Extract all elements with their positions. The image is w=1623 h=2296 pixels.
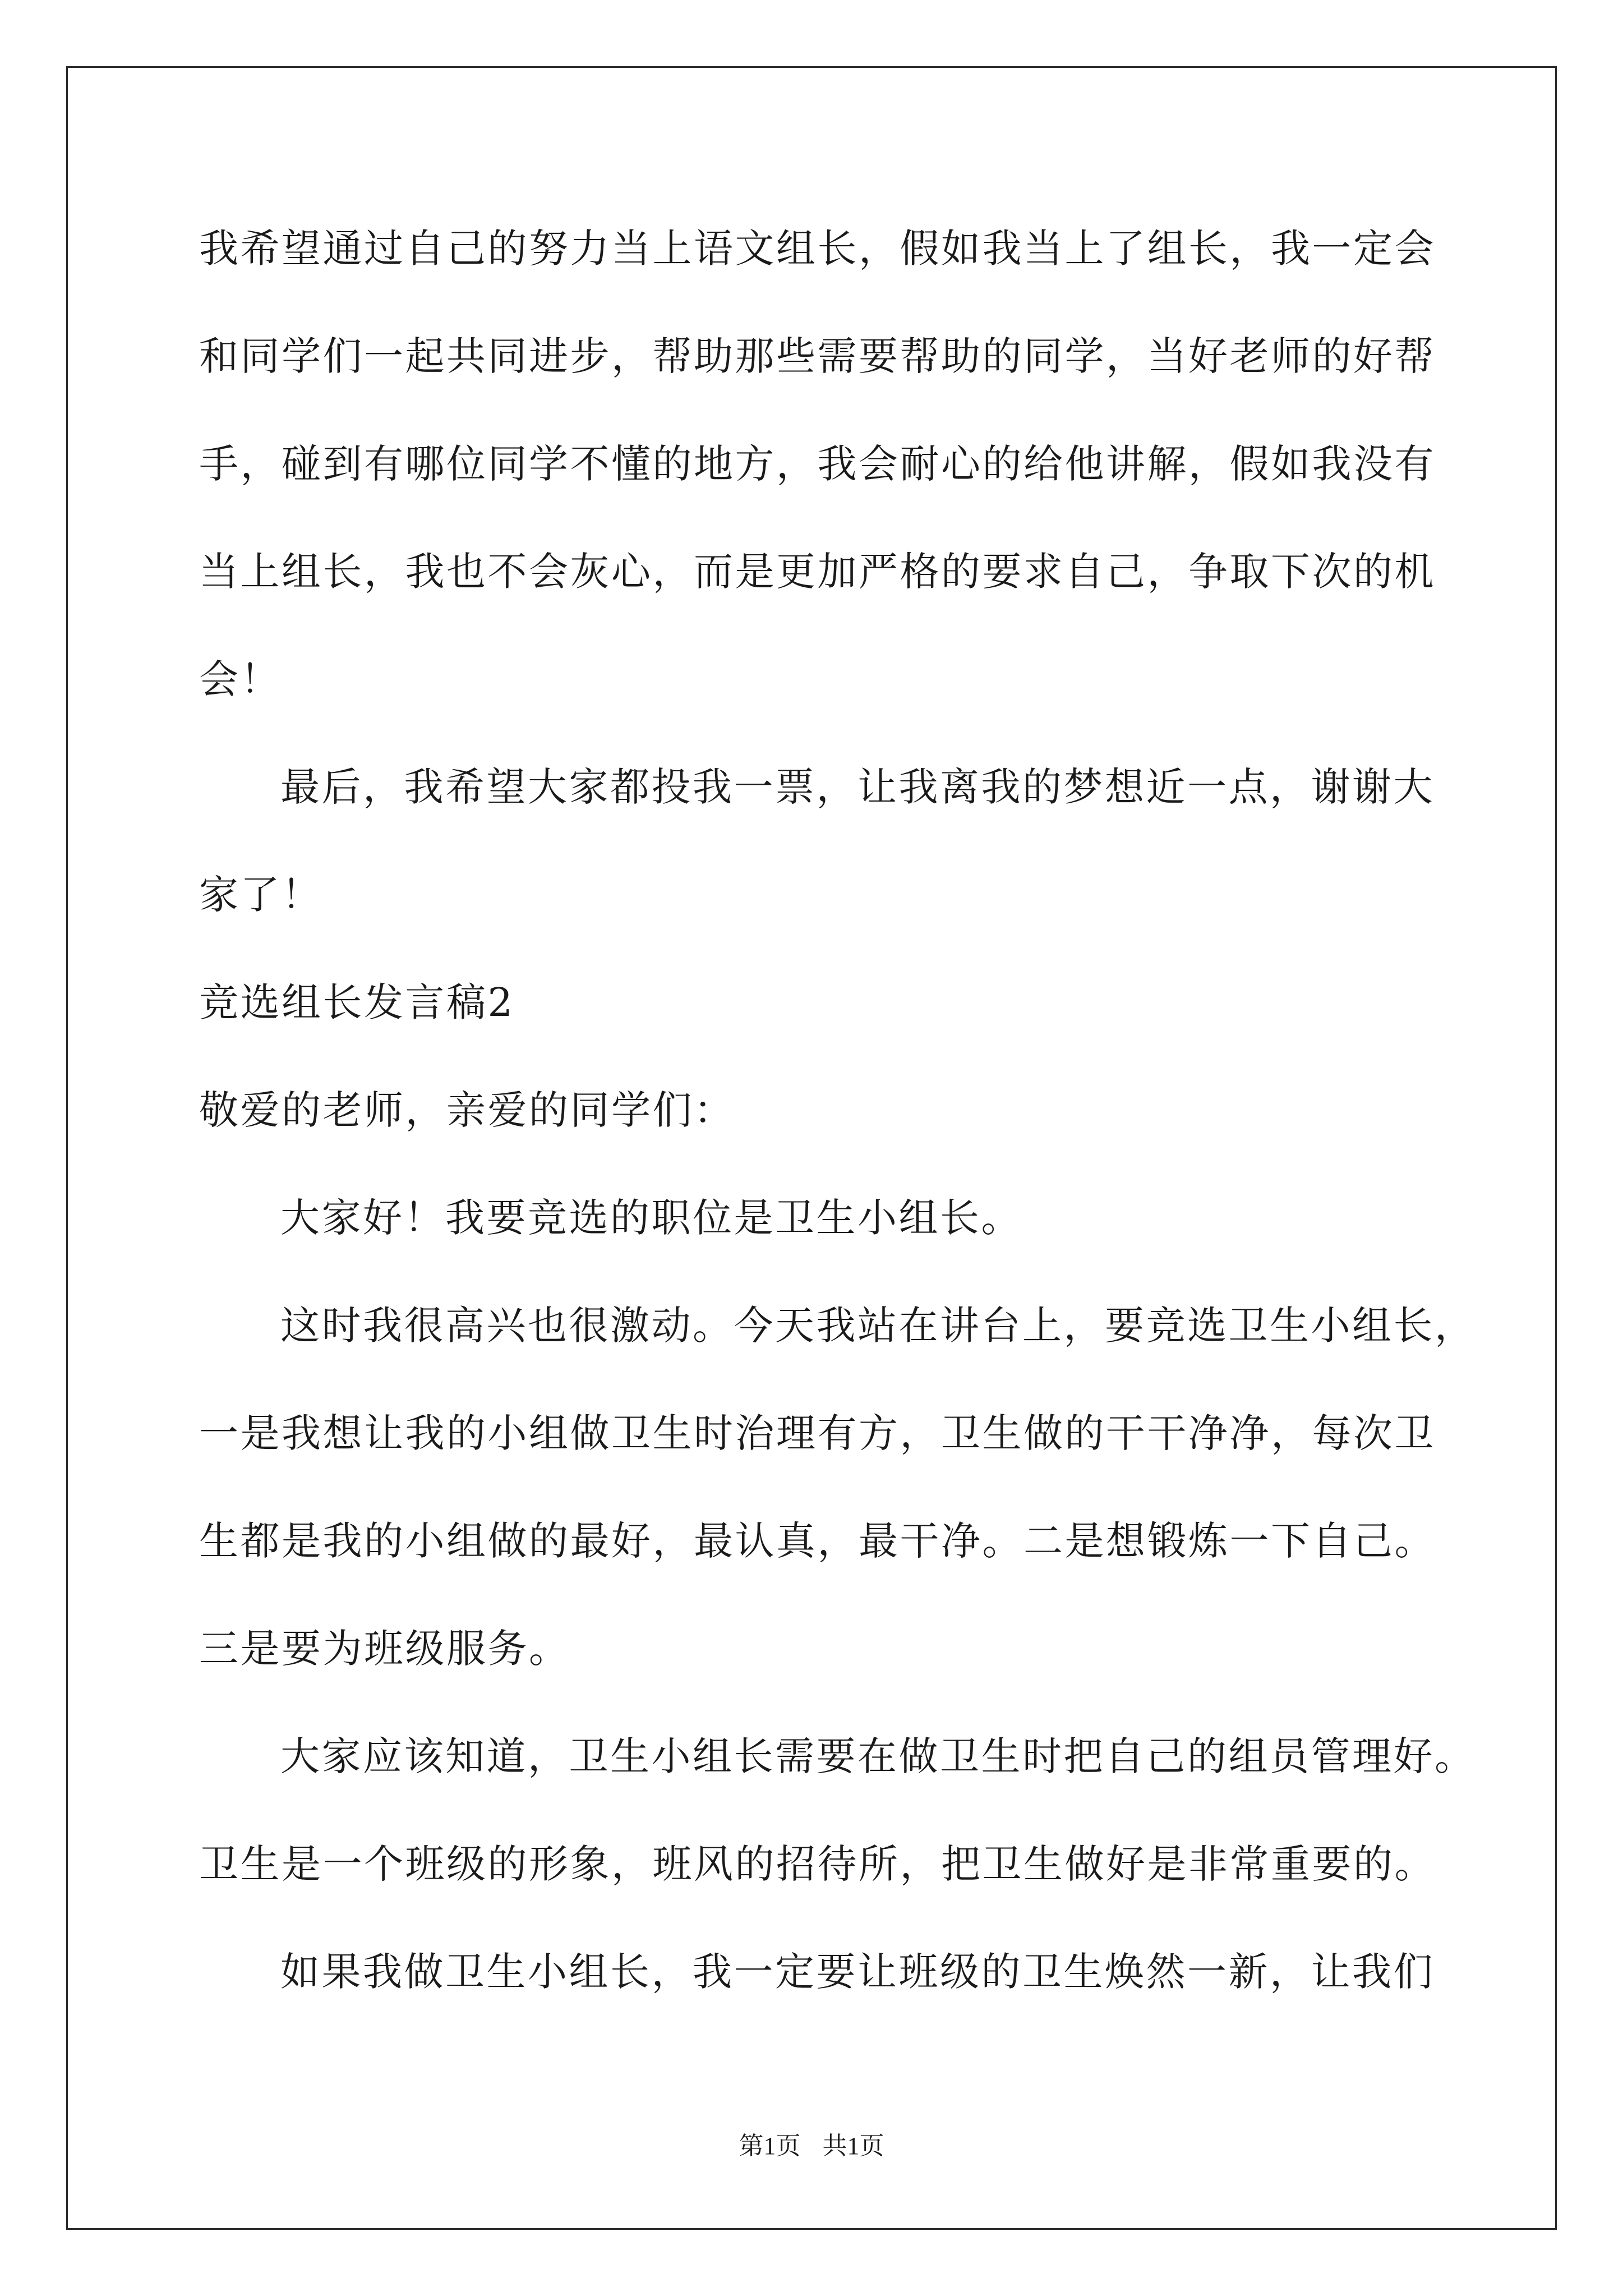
text-line: 家了！ xyxy=(199,872,323,918)
document-body xyxy=(199,222,1476,2053)
text-line: 我希望通过自己的努力当上语文组长，假如我当上了组长，我一定会 xyxy=(199,226,1436,272)
text-line: 三是要为班级服务。 xyxy=(199,1626,570,1672)
paragraph-start-line: 大家应该知道，卫生小组长需要在做卫生时把自己的组员管理好。 xyxy=(280,1733,1476,1779)
paragraph-start-line: 大家好！我要竞选的职位是卫生小组长。 xyxy=(280,1195,1022,1241)
text-line: 手，碰到有哪位同学不懂的地方，我会耐心的给他讲解，假如我没有 xyxy=(199,441,1436,487)
paragraph-start-line: 最后，我希望大家都投我一票，让我离我的梦想近一点，谢谢大 xyxy=(280,764,1435,810)
text-line: 和同学们一起共同进步，帮助那些需要帮助的同学，当好老师的好帮 xyxy=(199,333,1436,379)
page-footer xyxy=(0,2132,1623,2161)
text-line: 生都是我的小组做的最好，最认真，最干净。二是想锻炼一下自己。 xyxy=(199,1518,1436,1564)
text-line: 会！ xyxy=(199,656,282,702)
section-heading: 竞选组长发言稿2 xyxy=(199,979,515,1025)
text-line: 当上组长，我也不会灰心，而是更加严格的要求自己，争取下次的机 xyxy=(199,549,1436,595)
page-number-total: 共1页 xyxy=(822,2132,884,2160)
text-line: 一是我想让我的小组做卫生时治理有方，卫生做的干干净净，每次卫 xyxy=(199,1410,1436,1456)
page-number-current: 第1页 xyxy=(739,2132,801,2160)
salutation: 敬爱的老师，亲爱的同学们： xyxy=(199,1087,735,1133)
text-line: 卫生是一个班级的形象，班风的招待所，把卫生做好是非常重要的。 xyxy=(199,1841,1436,1887)
paragraph-start-line: 这时我很高兴也很激动。今天我站在讲台上，要竞选卫生小组长， xyxy=(280,1303,1476,1349)
paragraph-start-line: 如果我做卫生小组长，我一定要让班级的卫生焕然一新，让我们 xyxy=(280,1949,1435,1995)
